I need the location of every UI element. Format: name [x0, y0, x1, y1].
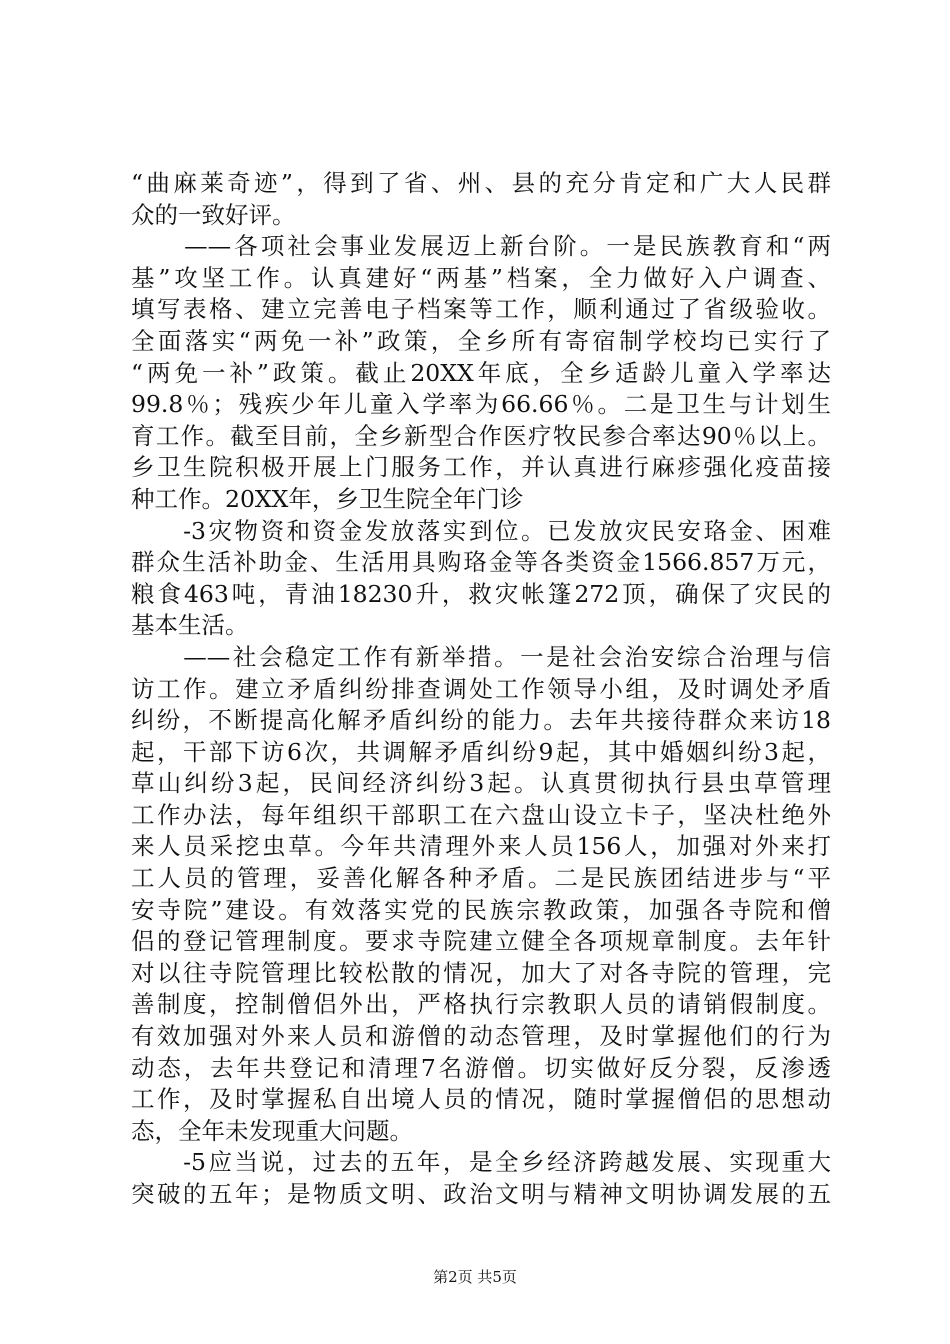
text-line: 群众生活补助金、生活用具购珞金等各类资金1566.857万元，: [131, 548, 831, 577]
text-line: 态，全年未发现重大问题。: [131, 1116, 413, 1145]
text-line: 侣的登记管理制度。要求寺院建立健全各项规章制度。去年针: [131, 927, 831, 956]
text-line: 访工作。建立矛盾纠纷排查调处工作领导小组，及时调处矛盾: [131, 674, 831, 703]
text-line: 粮食463吨，青油18230升，救灾帐篷272顶，确保了灾民的: [131, 579, 831, 608]
page-footer: [0, 1267, 950, 1287]
text-line: 纠纷，不断提高化解矛盾纠纷的能力。去年共接待群众来访18: [131, 706, 831, 735]
text-line: 种工作。20XX年，乡卫生院全年门诊: [131, 484, 524, 513]
document-body: [131, 168, 831, 1211]
text-line: 起，干部下访6次，共调解矛盾纠纷9起，其中婚姻纠纷3起，: [131, 737, 831, 766]
text-line: 工作，及时掌握私自出境人员的情况，随时掌握僧侣的思想动: [131, 1085, 831, 1114]
text-line: 善制度，控制僧侣外出，严格执行宗教职人员的请销假制度。: [131, 990, 831, 1019]
text-line: 安寺院”建设。有效落实党的民族宗教政策，加强各寺院和僧: [131, 895, 831, 924]
text-line: 育工作。截至目前，全乡新型合作医疗牧民参合率达90％以上。: [131, 421, 831, 450]
text-line: -5应当说，过去的五年，是全乡经济跨越发展、实现重大: [131, 1148, 831, 1177]
text-line: “两免一补”政策。截止20XX年底，全乡适龄儿童入学率达: [131, 358, 831, 387]
text-line: 工人员的管理，妥善化解各种矛盾。二是民族团结进步与“平: [131, 864, 831, 893]
text-line: “曲麻莱奇迹”，得到了省、州、县的充分肯定和广大人民群: [131, 169, 831, 197]
text-line: -3灾物资和资金发放落实到位。已发放灾民安珞金、困难: [131, 516, 831, 545]
text-line: 基”攻坚工作。认真建好“两基”档案，全力做好入户调查、: [131, 263, 831, 292]
text-line: 草山纠纷3起，民间经济纠纷3起。认真贯彻执行县虫草管理: [131, 769, 831, 798]
text-line: 乡卫生院积极开展上门服务工作，并认真进行麻疹强化疫苗接: [131, 453, 831, 482]
page-number-label: 第2页 共5页: [433, 1268, 517, 1286]
text-line: 基本生活。: [131, 611, 249, 640]
text-line: 工作办法，每年组织干部职工在六盘山设立卡子，坚决杜绝外: [131, 800, 831, 829]
text-line: 全面落实“两免一补”政策，全乡所有寄宿制学校均已实行了: [131, 326, 831, 355]
text-line: ——各项社会事业发展迈上新台阶。一是民族教育和“两: [131, 232, 831, 261]
text-line: 有效加强对外来人员和游僧的动态管理，及时掌握他们的行为: [131, 1022, 831, 1051]
text-line: 来人员采挖虫草。今年共清理外来人员156人，加强对外来打: [131, 832, 831, 861]
text-line: 填写表格、建立完善电子档案等工作，顺利通过了省级验收。: [131, 295, 831, 324]
text-line: 众的一致好评。: [131, 200, 296, 229]
text-line: 对以往寺院管理比较松散的情况，加大了对各寺院的管理，完: [131, 958, 831, 987]
text-line: 动态，去年共登记和清理7名游僧。切实做好反分裂，反渗透: [131, 1053, 831, 1082]
text-line: 突破的五年；是物质文明、政治文明与精神文明协调发展的五: [131, 1180, 831, 1208]
text-line: 99.8％；残疾少年儿童入学率为66.66％。二是卫生与计划生: [131, 390, 831, 419]
text-line: ——社会稳定工作有新举措。一是社会治安综合治理与信: [131, 642, 831, 671]
